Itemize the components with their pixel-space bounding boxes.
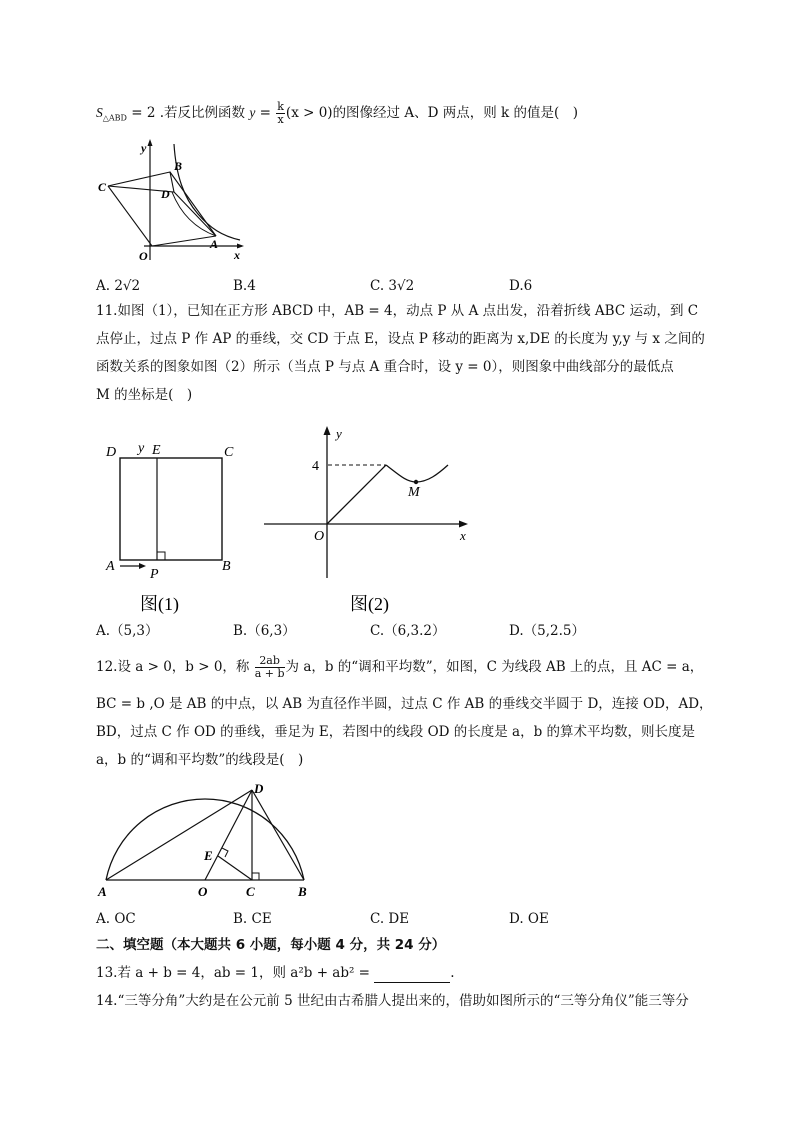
q13-answer-blank[interactable] xyxy=(374,968,450,983)
q11-fig1-label-p: P xyxy=(150,567,159,582)
q11-fig1-label-y: y xyxy=(138,441,145,456)
q12-label-e: E xyxy=(204,848,213,863)
q10-option-b[interactable]: B.4 xyxy=(233,278,256,294)
q12-line-2: BC = b ,O 是 AB 的中点，以 AB 为直径作半圆，过点 C 作 AB 的垂线交半圆于 D，连接 OD，AD， xyxy=(96,696,713,712)
q12-fraction xyxy=(255,655,285,680)
q11-line-1: 11.如图（1），已知在正方形 ABCD 中，AB = 4，动点 P 从 A 点出发，沿着折线 ABC 运动，到 C xyxy=(96,303,699,319)
q12-label-c: C xyxy=(246,884,255,899)
q12-line-4: a，b 的“调和平均数”的线段是( ) xyxy=(96,752,304,768)
q11-fig2-label-4: 4 xyxy=(312,459,319,474)
q13-post: . xyxy=(450,965,455,981)
q10-frac-den: x xyxy=(277,113,284,126)
q10-label-x: x xyxy=(234,248,240,262)
q12-line-3: BD，过点 C 作 OD 的垂线，垂足为 E，若图中的线段 OD 的长度是 a，b 的算术平均数，则长度是 xyxy=(96,724,696,740)
q12-option-a[interactable]: A. OC xyxy=(96,911,136,927)
q11-fig1-caption: 图(1) xyxy=(140,594,179,614)
q12-option-c[interactable]: C. DE xyxy=(370,911,410,927)
q10-y: y xyxy=(249,105,256,120)
q13-expression: a²b + ab² = xyxy=(290,965,375,981)
q11-fig2-label-y: y xyxy=(336,426,342,441)
q10-label-o: O xyxy=(139,249,148,263)
q12-post: 为 a，b 的“调和平均数”，如图，C 为线段 AB 上的点，且 AC = a， xyxy=(285,659,704,675)
q10-label-c: C xyxy=(98,180,107,194)
q11-option-b[interactable]: B.（6,3） xyxy=(233,623,296,639)
q11-fig1-label-c: C xyxy=(224,445,234,460)
q11-fig2-caption: 图(2) xyxy=(350,594,389,614)
section-heading-fill-in: 二、填空题（本大题共 6 小题，每小题 4 分，共 24 分） xyxy=(96,937,446,953)
q11-fig1-label-a: A xyxy=(106,559,115,574)
q11-option-c[interactable]: C.（6,3.2） xyxy=(370,623,446,639)
q14-line-1: 14.“三等分角”大约是在公元前 5 世纪由古希腊人提出来的，借助如图所示的“三等分角仪”能三等分 xyxy=(96,993,689,1009)
q12-pre: 12.设 a > 0，b > 0，称 xyxy=(96,659,254,675)
q10-rest: 的图像经过 A、D 两点，则 k 的值是( ) xyxy=(332,105,579,121)
q12-option-b[interactable]: B. CE xyxy=(233,911,272,927)
q10-frac-num: k xyxy=(277,100,284,113)
q12-label-a: A xyxy=(98,884,107,899)
q10-stem xyxy=(96,101,578,129)
q12-label-d: D xyxy=(254,781,264,796)
q11-line-4: M 的坐标是( ) xyxy=(96,387,193,403)
q12-label-o: O xyxy=(198,884,208,899)
q10-option-c[interactable]: C. 3√2 xyxy=(370,278,415,294)
q11-figure-1 xyxy=(100,436,250,622)
q11-fig1-label-b: B xyxy=(222,559,231,574)
q11-fig1-label-d: D xyxy=(106,445,117,460)
q10-option-a[interactable]: A. 2√2 xyxy=(96,278,141,294)
q11-figure-2 xyxy=(262,424,478,622)
q12-line-1 xyxy=(96,655,703,680)
q10-eq2: = xyxy=(255,105,276,121)
q12-option-d[interactable]: D. OE xyxy=(509,911,549,927)
q11-fig1-label-e: E xyxy=(152,443,161,458)
area-subscript: △ABD xyxy=(102,113,127,123)
q10-figure xyxy=(94,136,254,268)
q13-line xyxy=(96,963,455,983)
q12-frac-num: 2ab xyxy=(255,655,285,668)
q10-label-b: B xyxy=(174,159,183,173)
area-symbol: S xyxy=(96,105,103,120)
q12-label-b: B xyxy=(298,884,307,899)
q10-label-y: y xyxy=(141,141,147,155)
q11-line-2: 点停止，过点 P 作 AP 的垂线，交 CD 于点 E，设点 P 移动的距离为 x,DE 的长度为 y,y 与 x 之间的 xyxy=(96,331,705,347)
q10-option-d[interactable]: D.6 xyxy=(509,278,533,294)
q10-eq: = 2 .若反比例函数 xyxy=(126,105,250,121)
q11-option-a[interactable]: A.（5,3） xyxy=(96,623,159,639)
q11-option-d[interactable]: D.（5,2.5） xyxy=(509,623,585,639)
q10-condition: (x > 0) xyxy=(285,105,333,121)
q11-fig2-label-m: M xyxy=(408,485,420,500)
q11-fig2-label-o: O xyxy=(314,529,325,544)
q11-fig2-label-x: x xyxy=(460,528,466,543)
q13-pre: 13.若 a + b = 4，ab = 1，则 xyxy=(96,965,291,981)
q12-frac-den: a + b xyxy=(254,667,285,680)
q11-line-3: 函数关系的图象如图（2）所示（当点 P 与点 A 重合时，设 y = 0），则图象中曲线部分的最低点 xyxy=(96,359,674,375)
q10-label-d: D xyxy=(161,187,170,201)
q10-fraction xyxy=(276,101,285,126)
q12-figure xyxy=(94,778,326,902)
q10-label-a: A xyxy=(210,237,219,251)
